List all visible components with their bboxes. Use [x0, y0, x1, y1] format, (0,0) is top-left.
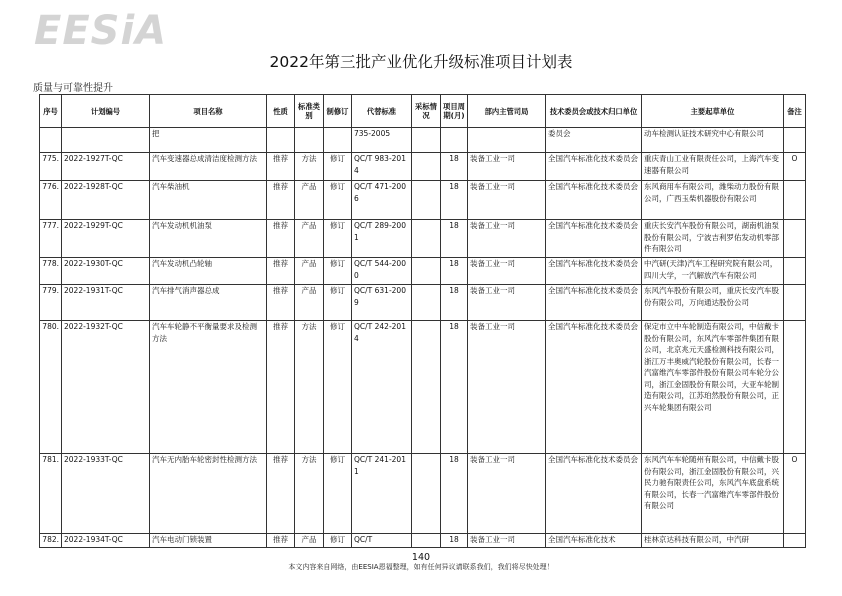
plan-number: 2022-1933T-QC	[62, 454, 150, 534]
revision-type: 修订	[324, 153, 352, 181]
header-cell: 性质	[267, 95, 295, 128]
department: 装备工业一司	[468, 285, 546, 321]
table-row	[40, 128, 806, 153]
cycle-months: 18	[441, 285, 468, 321]
note	[784, 321, 806, 454]
revision-type: 修订	[324, 220, 352, 258]
department: 装备工业一司	[468, 454, 546, 534]
cycle-months: 18	[441, 220, 468, 258]
cycle-months: 18	[441, 181, 468, 220]
nature: 推荐	[267, 534, 295, 548]
plan-number	[62, 128, 150, 153]
replaced-standard: QC/T 631-2009	[352, 285, 412, 321]
header-cell: 备注	[784, 95, 806, 128]
project-name: 汽车柴油机	[150, 181, 267, 220]
department: 装备工业一司	[468, 220, 546, 258]
replaced-standard: QC/T	[352, 534, 412, 548]
committee: 全国汽车标准化技术委员会	[546, 258, 642, 285]
adoption	[412, 258, 441, 285]
committee: 全国汽车标准化技术委员会	[546, 321, 642, 454]
plan-number: 2022-1934T-QC	[62, 534, 150, 548]
table-row	[40, 321, 806, 454]
adoption	[412, 454, 441, 534]
row-number	[40, 128, 62, 153]
page-title: 2022年第三批产业优化升级标准项目计划表	[269, 53, 573, 71]
header-cell: 代替标准	[352, 95, 412, 128]
replaced-standard: QC/T 471-2006	[352, 181, 412, 220]
drafting-units: 重庆长安汽车股份有限公司，湖南机油泵股份有限公司，宁波吉利罗佑发动机零部件有限公司	[642, 220, 784, 258]
project-name: 汽车车轮静不平衡量要求及检测方法	[150, 321, 267, 454]
project-name: 把	[150, 128, 267, 153]
header-cell: 项目周期(月)	[441, 95, 468, 128]
revision-type: 修订	[324, 285, 352, 321]
table-row	[40, 285, 806, 321]
adoption	[412, 153, 441, 181]
committee: 全国汽车标准化技术	[546, 534, 642, 548]
table-row	[40, 454, 806, 534]
standard-type	[295, 128, 324, 153]
row-number: 779.	[40, 285, 62, 321]
note	[784, 534, 806, 548]
drafting-units: 桂林京达科技有限公司，中汽研	[642, 534, 784, 548]
row-number: 777.	[40, 220, 62, 258]
replaced-standard: QC/T 544-2000	[352, 258, 412, 285]
cycle-months: 18	[441, 258, 468, 285]
header-cell: 采标情况	[412, 95, 441, 128]
replaced-standard: 735-2005	[352, 128, 412, 153]
table-row	[40, 220, 806, 258]
adoption	[412, 128, 441, 153]
adoption	[412, 321, 441, 454]
note	[784, 128, 806, 153]
note: O	[784, 153, 806, 181]
standard-type: 产品	[295, 258, 324, 285]
note	[784, 220, 806, 258]
replaced-standard: QC/T 983-2014	[352, 153, 412, 181]
table-row	[40, 153, 806, 181]
row-number: 781.	[40, 454, 62, 534]
note: O	[784, 454, 806, 534]
drafting-units: 中汽研(天津)汽车工程研究院有限公司，四川大学，一汽解放汽车有限公司	[642, 258, 784, 285]
department: 装备工业一司	[468, 258, 546, 285]
replaced-standard: QC/T 289-2001	[352, 220, 412, 258]
nature	[267, 128, 295, 153]
project-name: 汽车排气消声器总成	[150, 285, 267, 321]
plan-number: 2022-1930T-QC	[62, 258, 150, 285]
table-row	[40, 258, 806, 285]
adoption	[412, 285, 441, 321]
project-name: 汽车变速器总成清洁度检测方法	[150, 153, 267, 181]
committee: 全国汽车标准化技术委员会	[546, 153, 642, 181]
project-name: 汽车发动机机油泵	[150, 220, 267, 258]
cycle-months: 18	[441, 321, 468, 454]
nature: 推荐	[267, 220, 295, 258]
cycle-months: 18	[441, 454, 468, 534]
adoption	[412, 220, 441, 258]
standard-type: 方法	[295, 153, 324, 181]
plan-number: 2022-1932T-QC	[62, 321, 150, 454]
page-number: 140	[411, 552, 431, 563]
drafting-units: 东风汽车车轮随州有限公司，中信戴卡股份有限公司，浙江金固股份有限公司，兴民力驰有限责任公司，东风汽车底盘系统有限公司，长春一汽富维汽车零部件股份有限公司	[642, 454, 784, 534]
header-cell: 标准类别	[295, 95, 324, 128]
revision-type	[324, 128, 352, 153]
header-cell: 计划编号	[62, 95, 150, 128]
plan-number: 2022-1929T-QC	[62, 220, 150, 258]
note	[784, 285, 806, 321]
adoption	[412, 534, 441, 548]
header-cell: 制修订	[324, 95, 352, 128]
header-cell: 主要起草单位	[642, 95, 784, 128]
adoption	[412, 181, 441, 220]
nature: 推荐	[267, 181, 295, 220]
nature: 推荐	[267, 454, 295, 534]
category-label: 质量与可靠性提升	[33, 83, 113, 94]
standard-type: 产品	[295, 285, 324, 321]
drafting-units: 东风商用车有限公司，潍柴动力股份有限公司，广西玉柴机器股份有限公司	[642, 181, 784, 220]
table-row	[40, 534, 806, 548]
department: 装备工业一司	[468, 153, 546, 181]
revision-type: 修订	[324, 454, 352, 534]
cycle-months: 18	[441, 534, 468, 548]
header-cell: 技术委员会或技术归口单位	[546, 95, 642, 128]
revision-type: 修订	[324, 258, 352, 285]
nature: 推荐	[267, 285, 295, 321]
nature: 推荐	[267, 258, 295, 285]
drafting-units: 重庆青山工业有限责任公司，上海汽车变速器有限公司	[642, 153, 784, 181]
header-cell: 序号	[40, 95, 62, 128]
note	[784, 258, 806, 285]
cycle-months: 18	[441, 153, 468, 181]
row-number: 776.	[40, 181, 62, 220]
standard-type: 方法	[295, 454, 324, 534]
committee: 全国汽车标准化技术委员会	[546, 220, 642, 258]
drafting-units: 保定市立中车轮制造有限公司，中信戴卡股份有限公司，东风汽车零部件集团有限公司，北京兆元天盛检测科技有限公司，浙江万丰奥威汽轮股份有限公司，长春一汽富维汽车零部件股份有限公司车轮分公司，浙江金固股份有限公司，大亚车轮制造有限公司，江苏珀然股份有限公司，正兴车轮集团有限公司	[642, 321, 784, 454]
nature: 推荐	[267, 321, 295, 454]
footer-disclaimer: 本文内容来自网络，由EESIA恩福整理，如有任何异议请联系我们，我们将尽快处理！	[288, 563, 554, 571]
committee: 委员会	[546, 128, 642, 153]
replaced-standard: QC/T 242-2014	[352, 321, 412, 454]
revision-type: 修订	[324, 534, 352, 548]
row-number: 782.	[40, 534, 62, 548]
standards-plan-table	[39, 94, 806, 548]
table-header-row	[40, 95, 806, 128]
department	[468, 128, 546, 153]
header-cell: 部内主管司局	[468, 95, 546, 128]
eesia-logo: EESiA	[34, 8, 168, 54]
standard-type: 产品	[295, 220, 324, 258]
project-name: 汽车发动机凸轮轴	[150, 258, 267, 285]
row-number: 778.	[40, 258, 62, 285]
committee: 全国汽车标准化技术委员会	[546, 454, 642, 534]
project-name: 汽车电动门锁装置	[150, 534, 267, 548]
note	[784, 181, 806, 220]
standard-type: 方法	[295, 321, 324, 454]
replaced-standard: QC/T 241-2011	[352, 454, 412, 534]
department: 装备工业一司	[468, 181, 546, 220]
plan-number: 2022-1928T-QC	[62, 181, 150, 220]
department: 装备工业一司	[468, 534, 546, 548]
header-cell: 项目名称	[150, 95, 267, 128]
standard-type: 产品	[295, 534, 324, 548]
revision-type: 修订	[324, 181, 352, 220]
project-name: 汽车无内胎车轮密封性检测方法	[150, 454, 267, 534]
drafting-units: 动车检测认证技术研究中心有限公司	[642, 128, 784, 153]
committee: 全国汽车标准化技术委员会	[546, 285, 642, 321]
row-number: 780.	[40, 321, 62, 454]
drafting-units: 东风汽车股份有限公司，重庆长安汽车股份有限公司，万向通达股份公司	[642, 285, 784, 321]
plan-number: 2022-1931T-QC	[62, 285, 150, 321]
plan-number: 2022-1927T-QC	[62, 153, 150, 181]
standard-type: 产品	[295, 181, 324, 220]
revision-type: 修订	[324, 321, 352, 454]
row-number: 775.	[40, 153, 62, 181]
table-row	[40, 181, 806, 220]
department: 装备工业一司	[468, 321, 546, 454]
nature: 推荐	[267, 153, 295, 181]
cycle-months	[441, 128, 468, 153]
committee: 全国汽车标准化技术委员会	[546, 181, 642, 220]
